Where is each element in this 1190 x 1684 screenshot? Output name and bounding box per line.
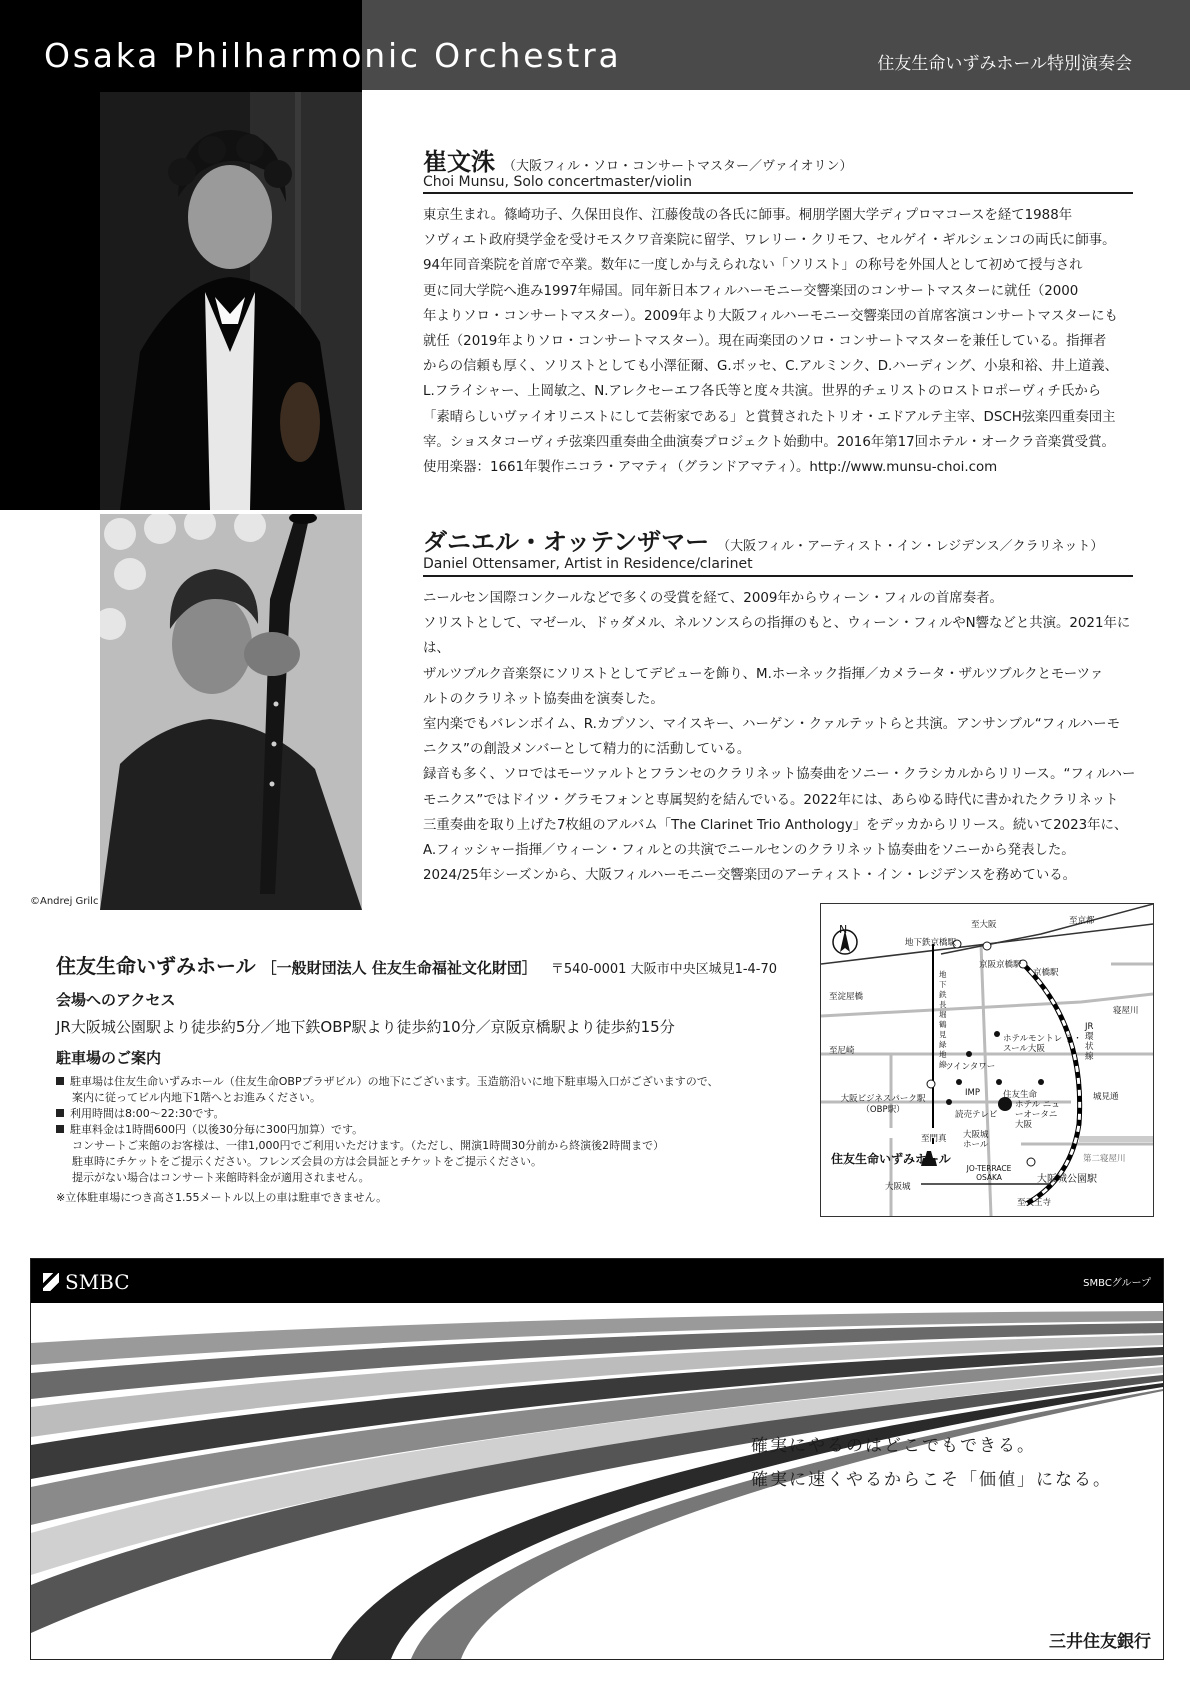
map-label: 地下鉄長堀鶴見緑地線 <box>939 970 947 1069</box>
map-label: 大阪ビジネスパーク駅 （OBP駅） <box>840 1094 926 1115</box>
bio-line: 録音も多く、ソロではモーツァルトとフランセのクラリネット協奏曲をソニー・クラシカルからリリース。“フィルハー <box>423 767 1136 783</box>
map-label: ツインタワー <box>945 1062 996 1072</box>
map-label: 至門真 <box>921 1134 947 1144</box>
artist1-heading <box>423 142 852 177</box>
parking-note: 駐車場は住友生命いずみホール（住友生命OBPプラザビル）の地下にございます。玉造筋沿いに地下駐車場入口がございますので、 <box>56 1074 816 1090</box>
choi-munsu-photo <box>100 92 362 510</box>
parking-notes <box>56 1074 816 1206</box>
map-label: IMP <box>965 1088 980 1098</box>
parking-note: 案内に従ってビル内地下1階へとお進みください。 <box>72 1091 321 1104</box>
bio-line: からの信頼も厚く、ソリストとしても小澤征爾、G.ボッセ、C.アルミンク、D.ハーディング、小泉和裕、井上道義、 <box>423 359 1119 375</box>
artist2-name: ダニエル・オッテンザマー <box>423 528 710 556</box>
map-label: 大阪城公園駅 <box>1037 1174 1097 1185</box>
smbc-advertisement <box>30 1258 1164 1660</box>
bio-line: ニールセン国際コンクールなどで多くの受賞を経て、2009年からウィーン・フィルの首席奏者。 <box>423 591 1003 606</box>
artist1-bio <box>423 203 1143 480</box>
bio-line: ニクス”の創設メンバーとして精力的に活動している。 <box>423 742 751 758</box>
artist2-role: （大阪フィル・アーティスト・イン・レジデンス／クラリネット） <box>717 539 1104 554</box>
venue-info <box>56 950 816 1206</box>
artist1-name-en: Choi Munsu, Solo concertmaster/violin <box>423 174 692 190</box>
artist2-heading <box>423 522 1103 557</box>
map-label: 読売テレビ <box>955 1110 998 1120</box>
parking-heading: 駐車場のご案内 <box>56 1049 162 1067</box>
map-label: 至尼崎 <box>829 1046 855 1056</box>
map-label: 城見通 <box>1093 1092 1119 1102</box>
bullet-square-icon <box>56 1077 64 1085</box>
artist1-divider <box>423 192 1133 194</box>
map-label: ホテル ニューオータニ 大阪 <box>1015 1100 1060 1130</box>
artist1-name: 崔文洙 <box>423 148 495 176</box>
bullet-square-icon <box>56 1109 64 1117</box>
bio-line: ソリストとして、マゼール、ドゥダメル、ネルソンスらの指揮のもと、ウィーン・フィルやN響などと共演。2021年には、 <box>423 616 1131 657</box>
map-label: 第二寝屋川 <box>1083 1154 1126 1164</box>
ad-header-bar <box>31 1259 1163 1303</box>
bio-line: 2024/25年シーズンから、大阪フィルハーモニー交響楽団のアーティスト・イン・レジデンスを務めている。 <box>423 868 1077 884</box>
map-label: 大阪城 ホール <box>963 1130 989 1150</box>
venue-title-row <box>56 950 816 979</box>
ad-copy-line2: 確実に速くやるからこそ「価値」になる。 <box>751 1470 1112 1490</box>
bio-line: L.フライシャー、上岡敏之、N.アレクセーエフ各氏等と度々共演。世界的チェリストのロストロポーヴィチ氏から <box>423 384 1102 400</box>
bio-line: 「素晴らしいヴァイオリニストにして芸術家である」と賞賛されたトリオ・エドアルテ主宰、DSCH弦楽四重奏団主 <box>423 409 1116 425</box>
artist2-name-en: Daniel Ottensamer, Artist in Residence/clarinet <box>423 556 753 572</box>
map-label: 地下鉄京橋駅 <box>905 938 957 948</box>
bio-line: モニクス”ではドイツ・グラモフォンと専属契約を結んでいる。2022年には、あらゆる時代に書かれたクラリネット <box>423 792 1119 808</box>
parking-note: 提示がない場合はコンサート来館時料金が適用されません。 <box>72 1171 370 1184</box>
bio-line: ザルツブルク音楽祭にソリストとしてデビューを飾り、M.ホーネック指揮／カメラータ・ザルツブルクとモーツァ <box>423 666 1104 682</box>
map-label: 大阪城 <box>885 1182 911 1192</box>
bio-line: 更に同大学院へ進み1997年帰国。同年新日本フィルハーモニー交響楽団のコンサートマスターに就任（2000 <box>423 283 1079 299</box>
bio-line: 三重奏曲を取り上げた7枚組のアルバム「The Clarinet Trio Anthology」をデッカからリリース。続いて2023年に、 <box>423 817 1128 833</box>
artist1-role: （大阪フィル・ソロ・コンサートマスター／ヴァイオリン） <box>503 159 853 174</box>
access-text: JR大阪城公園駅より徒歩約5分／地下鉄OBP駅より徒歩約10分／京阪京橋駅より徒歩約15分 <box>56 1018 675 1036</box>
bio-line: 就任（2019年よりソロ・コンサートマスター）。現在両楽団のソロ・コンサートマスターを兼任している。指揮者 <box>423 334 1107 350</box>
smbc-group-label: SMBCグループ <box>1083 1278 1151 1289</box>
bio-line: 年よりソロ・コンサートマスター）。2009年より大阪フィルハーモニー交響楽団の首席客演コンサートマスターにも <box>423 308 1118 324</box>
venue-address: 〒540-0001 大阪市中央区城見1-4-70 <box>550 962 778 977</box>
artist2-divider <box>423 575 1133 577</box>
concert-series-title: 住友生命いずみホール特別演奏会 <box>877 54 1132 74</box>
parking-note: コンサートご来館のお客様は、一律1,000円でご利用いただけます。（ただし、開演1時間30分前から終演後2時間まで） <box>72 1139 665 1152</box>
bank-name: 三井住友銀行 <box>1049 1632 1151 1652</box>
bio-line: 94年同音楽院を首席で卒業。数年に一度しか与えられない「ソリスト」の称号を外国人として初めて授与され <box>423 258 1083 274</box>
map-label: 寝屋川 <box>1113 1006 1139 1016</box>
map-label: 至淀屋橋 <box>829 992 864 1002</box>
parking-footnote: ※立体駐車場につき高さ1.55メートル以上の車は駐車できません。 <box>56 1191 388 1204</box>
parking-note: 駐車料金は1時間600円（以後30分毎に300円加算）です。 <box>56 1122 816 1138</box>
map-label: ホテルモントレ ラ・スール大阪 <box>1003 1034 1082 1054</box>
access-map <box>820 903 1154 1217</box>
venue-org: ［一般財団法人 住友生命福祉文化財団］ <box>261 959 537 977</box>
map-label: 京阪京橋駅 <box>979 960 1022 970</box>
bio-line: 宰。ショスタコーヴィチ弦楽四重奏曲全曲演奏プロジェクト始動中。2016年第17回ホテル・オークラ音楽賞受賞。 <box>423 434 1115 450</box>
venue-name: 住友生命いずみホール <box>56 954 256 978</box>
map-north-label: N <box>839 923 848 936</box>
parking-note: 駐車時にチケットをご提示ください。フレンズ会員の方は会員証とチケットをご提示ください。 <box>72 1155 542 1168</box>
map-label: 京橋駅 <box>1033 968 1059 978</box>
map-label: 住友生命 <box>1003 1090 1038 1100</box>
bio-line: 使用楽器：1661年製作ニコラ・アマティ（グランドアマティ）。http://www.munsu-choi.com <box>423 460 998 476</box>
bio-line: 室内楽でもバレンボイム、R.カプソン、マイスキー、ハーゲン・クァルテットらと共演。アンサンブル“フィルハーモ <box>423 717 1120 733</box>
map-label: JR環状線 <box>1085 1022 1094 1062</box>
bio-line: ルトのクラリネット協奏曲を演奏した。 <box>423 691 664 707</box>
ad-copy-line1: 確実にやるのはどこでもできる。 <box>751 1436 1036 1456</box>
bio-line: ソヴィエト政府奨学金を受けモスクワ音楽院に留学、ワレリー・クリモフ、セルゲイ・ギルシェンコの両氏に師事。 <box>423 233 1116 249</box>
bio-line: A.フィッシャー指揮／ウィーン・フィルとの共演でニールセンのクラリネット協奏曲をソニーから発表した。 <box>423 843 1075 859</box>
bio-line: 東京生まれ。篠崎功子、久保田良作、江藤俊哉の各氏に師事。桐朋学園大学ディプロマコースを経て1988年 <box>423 208 1073 223</box>
map-label: JO-TERRACE OSAKA <box>966 1164 1012 1182</box>
map-venue-label: 住友生命いずみホール <box>831 1152 951 1166</box>
smbc-mark-icon <box>43 1273 59 1291</box>
orchestra-title: Osaka Philharmonic Orchestra <box>44 36 622 75</box>
access-heading: 会場へのアクセス <box>56 991 176 1009</box>
artist2-bio <box>423 586 1143 888</box>
smbc-logo: SMBC <box>43 1270 130 1294</box>
bullet-square-icon <box>56 1125 64 1133</box>
map-label: 至天王寺 <box>1017 1198 1052 1208</box>
map-label: 至大阪 <box>971 920 997 930</box>
parking-note: 利用時間は8:00～22:30です。 <box>56 1106 816 1122</box>
photo-credit: ©Andrej Grilc <box>30 896 99 907</box>
map-label: 至京都 <box>1069 916 1095 926</box>
daniel-ottensamer-photo <box>100 514 362 910</box>
